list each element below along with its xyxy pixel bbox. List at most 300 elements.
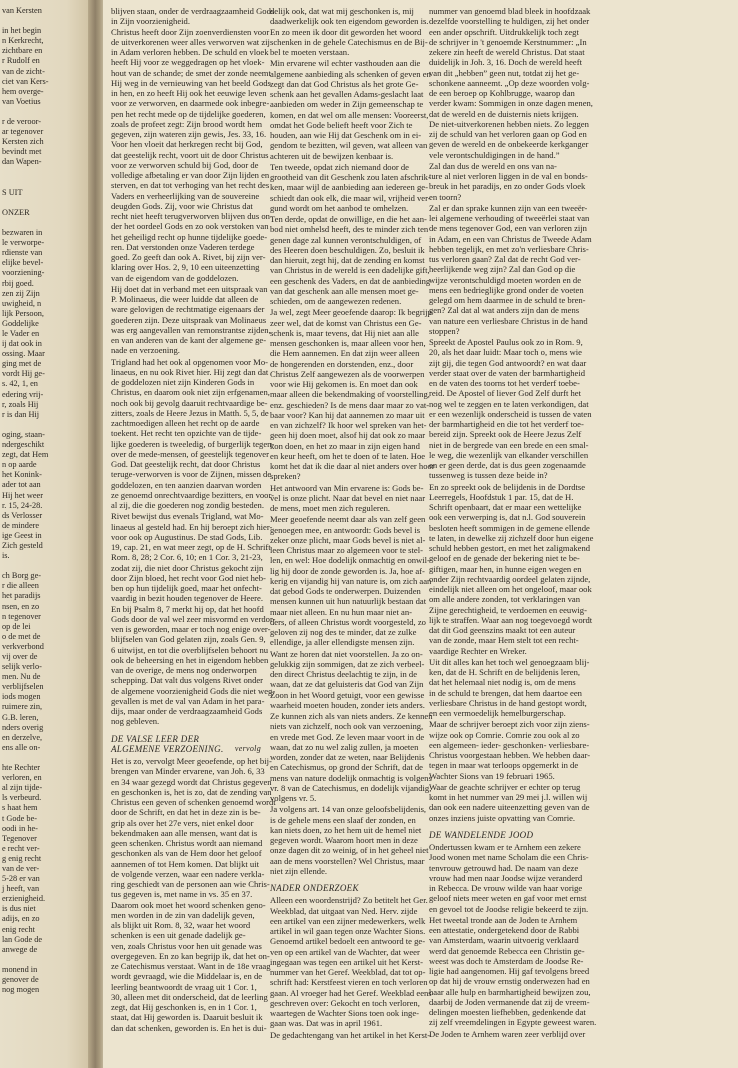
text-line: nog wel te zeggen en te laten verkondigen, dat bbox=[429, 398, 589, 409]
text-line: Schrift openbaart, dat er maar een wettelijke bbox=[429, 502, 582, 512]
text-line: toekent. Het recht ten opzichte van de tijde- bbox=[111, 428, 262, 439]
text-line: ze genoemd onrechtvaardige bezitters, en voor- bbox=[111, 489, 275, 500]
text-line: Jood wonen met name Scholam die een Chris- bbox=[429, 852, 589, 863]
text-line: en 34 waar gezegd wordt dat Christus gegeven bbox=[111, 776, 272, 787]
section-heading bbox=[111, 734, 261, 755]
text-line: ren. Dat verstonden onze Vaderen terdege bbox=[111, 241, 255, 252]
text-line: ken, dat de H. Schrift en de belijdenis leren, bbox=[429, 667, 581, 677]
text-line: daarbij de Joden vermanende dat zij de vreem- bbox=[429, 996, 590, 1007]
text-line: vrouw had men naar Joodse wijze veranderd bbox=[429, 872, 583, 883]
text-line: grootheid van dit Geschenk zou laten afschrik- bbox=[270, 172, 431, 182]
text-line: lig hij door de zonde geworden is. Ja, hoe af- bbox=[270, 565, 425, 576]
text-line: en keur heeft, om het te doen of te laten. Hoe bbox=[270, 450, 426, 461]
margin-text-line: voorziening- bbox=[2, 268, 45, 278]
text-line: achteren uit de bewijzen kenbaar is. bbox=[270, 150, 394, 161]
text-line: mensen kunnen uit hun natuurlijk bestaan dat bbox=[270, 596, 427, 607]
text-line: reid. De Apostel of liever God Zelf durft het bbox=[429, 388, 582, 399]
text-line: komt het dat ik die daar al niet anders over hoor bbox=[270, 461, 435, 471]
text-line: nog gebleven. bbox=[111, 716, 160, 727]
col3-paragraph bbox=[429, 719, 591, 781]
margin-text-line: r die alleen bbox=[2, 581, 39, 591]
text-line: het geheiligd recht op hunne tijdelijke goede- bbox=[111, 231, 268, 242]
text-line: der barmhartigheid en die tot het verderf toe- bbox=[429, 419, 584, 429]
margin-text-line: lan Gode de bbox=[2, 934, 43, 944]
left-page-edge bbox=[0, 0, 95, 1068]
text-line: En zo spreekt ook de belijdenis in de Dordtse bbox=[429, 481, 586, 492]
text-line: Christus Zelf aangewezen als de voorwerpen bbox=[270, 368, 425, 379]
text-line: in Adam verloren hebben. De schuld en vloek bbox=[111, 47, 269, 57]
margin-text-line: is. bbox=[2, 551, 10, 561]
text-line: van de zonde, maar Hem stelt tot een recht- bbox=[429, 635, 579, 646]
text-line: volgens vr. 5. bbox=[270, 793, 317, 803]
text-line: als blijkt uit Rom. 8, 32, waar het woord bbox=[111, 920, 251, 930]
text-line: Want ze horen dat niet voorstellen. Ja zo on- bbox=[270, 648, 423, 659]
margin-text-line: en derzelve, bbox=[2, 732, 43, 742]
text-line: voor wie Hij gekomen is. En moet dan ook bbox=[270, 379, 418, 389]
text-line: om alle andere zonden, tot verklaringen van bbox=[429, 594, 581, 605]
text-line: dat dit God geenszins maakt tot een auteur bbox=[429, 625, 576, 635]
text-line: ven op een artikel van de Wachter, dat weer bbox=[270, 946, 420, 957]
text-line: ze Catechismus verstaat. Want in de 18e vraag bbox=[111, 961, 271, 971]
text-line: Gods door de val wel zeer misvormd en verdor- bbox=[111, 613, 276, 624]
margin-text-line: zen zij Zijn bbox=[2, 288, 40, 298]
text-line: Waar de geachte schrijver er echter op terug bbox=[429, 781, 581, 792]
text-line: Het antwoord van Min ervarene is: Gods be- bbox=[270, 482, 424, 493]
heading-line: NADER ONDERZOEK bbox=[270, 883, 359, 893]
margin-text-line: ige Geest in bbox=[2, 530, 42, 540]
text-line: leen Christus maar zo algemeen voor te stel- bbox=[270, 545, 423, 555]
margin-text-line: edering vrij- bbox=[2, 389, 44, 399]
text-line: bekendmaken aan alle mensen, want dat is bbox=[111, 827, 258, 838]
text-line: ture al niet verloren liggen in de val en bonds- bbox=[429, 171, 588, 181]
text-line: der het oordeel Gods en zo ook verstoken van bbox=[111, 221, 269, 232]
col1-paragraph bbox=[111, 283, 271, 356]
text-line: Min ervarene wil echter vasthouden aan die bbox=[270, 58, 421, 69]
text-line: dat gebod Gods te onderwerpen. Duizenden bbox=[270, 586, 421, 596]
text-line: tus verloren gaan? Zal dat de recht God ver- bbox=[429, 254, 581, 264]
text-line: linaeus, en nu ook Rivet hier. Hij zegt dan dat bbox=[111, 366, 269, 377]
col2-paragraph bbox=[270, 514, 432, 648]
text-line: en de vaten des toorns tot het verderf toebe- bbox=[429, 378, 580, 388]
col2-paragraph bbox=[270, 804, 429, 876]
text-line: overgegeven. En zo kan begrijp ik, dat het on- bbox=[111, 950, 270, 961]
text-line: geen hij doen moet, alsof hij dat ook zo maar bbox=[270, 430, 426, 441]
text-line: schenk is, maar tevens, dat Hij niet aan alle bbox=[270, 327, 419, 338]
heading-line: ALGEMENE VERZOENING. vervolg bbox=[111, 743, 261, 754]
text-line: schiedt dan ook elk, die maar wil, vrijheid ver- bbox=[270, 192, 431, 203]
text-line: gelukkig zijn sommigen, dat ze zich verbeel- bbox=[270, 658, 425, 669]
heading-line: DE WANDELENDE JOOD bbox=[429, 829, 534, 840]
text-line: tenvrouw getrouwd had. De naam van deze bbox=[429, 862, 579, 873]
text-line: ben op hun tijdelijk goed, maar het onfecht- bbox=[111, 583, 262, 593]
text-line: volledige afbetaling er van door Zijn lijden en bbox=[111, 170, 270, 180]
text-line: geen schenken. Christus wordt aan niemand bbox=[111, 838, 263, 848]
text-line: Ondertussen kwam er te Arnhem een zekere bbox=[429, 842, 581, 852]
col2-paragraph bbox=[270, 214, 431, 306]
text-line: ven is geworden, maar er toch nog enige over- bbox=[111, 624, 271, 634]
text-line: voor ze verworven, en daarmede ook inbegre- bbox=[111, 98, 270, 109]
text-line: kerig en vijandig hij van nature is, om zich aan bbox=[270, 575, 432, 586]
margin-text-line: verblijfselen bbox=[2, 682, 44, 692]
text-line: van de eigendom van de goddelozen. bbox=[111, 272, 239, 283]
text-line: kan niets doen, zo het hem uit de hemel niet bbox=[270, 824, 422, 835]
text-line: is de gehele mens een slaaf der zonden, en bbox=[270, 814, 416, 825]
text-line: Alleen een woordenstrijd? Zo betitelt het Ger. bbox=[270, 895, 428, 906]
text-line: geschonken als van de Hem door het geloof bbox=[111, 848, 262, 859]
section-heading bbox=[429, 830, 579, 840]
margin-text-line: van de ver- bbox=[2, 863, 40, 873]
margin-text-line: r is dan Hij bbox=[2, 409, 40, 419]
margin-text-line: ls verbeurd. bbox=[2, 793, 42, 803]
text-line: te laten, in dewelke zij zichzelf door hun eigene bbox=[429, 532, 594, 543]
col1-paragraph bbox=[111, 756, 276, 1033]
text-line: Het is zo, vervolgt Meer geoefende, op het bij- bbox=[111, 756, 272, 766]
text-line: grip als over het 27e vers, niet enkel door bbox=[111, 817, 254, 828]
text-line: Maar de schrijver beroept zich voor zijn ziens- bbox=[429, 719, 590, 730]
text-line: staat, dat Hij geworden is. Daaruit besluit ik bbox=[111, 1012, 263, 1023]
text-line: recht niet heeft terugverworven blijven dus on- bbox=[111, 211, 273, 221]
text-line: schepping. Dat valt dus volgens Rivet onder bbox=[111, 675, 264, 686]
margin-text-line: r, zoals Hij bbox=[2, 399, 39, 409]
text-line: len, en wel: Hoe dodelijk onmachtig en onwil- bbox=[270, 555, 430, 566]
margin-text-line: anwege de bbox=[2, 944, 38, 954]
text-line: werd dat genoemde Rebecca een Christin ge- bbox=[429, 945, 585, 956]
text-line: des Heeren doen beschuldigen. Zo, besluit ik bbox=[270, 244, 425, 255]
text-line: van de overige, de mens nog onderworpen bbox=[111, 665, 257, 675]
margin-text-line: adijs, en zo bbox=[2, 914, 40, 924]
text-line: Rom. 8, 28; 2 Cor. 6, 10; en 1 Cor. 3, 21-23, bbox=[111, 552, 263, 563]
text-line: Zal er dan sprake kunnen zijn van een tweeër- bbox=[429, 202, 588, 213]
margin-text-line: ds Verlosser bbox=[2, 510, 43, 520]
margin-text-line: nog mogen bbox=[2, 985, 40, 995]
text-line: algemene aanbieding als schenken of geven en bbox=[270, 68, 431, 79]
col3-paragraph bbox=[429, 781, 590, 823]
text-line: Christus, en daarom ook niet zijn erfgenamen, bbox=[111, 387, 270, 398]
margin-text-line: t Gode be- bbox=[2, 813, 38, 823]
text-line: een artikel van een zijner medewerkers, welk bbox=[270, 915, 426, 926]
text-line: gendom te bezitten, wil geven, wat alleen van bbox=[270, 140, 428, 151]
col2-paragraph bbox=[270, 6, 429, 57]
text-line: aan de mens voorstellen? Wel Christus, maar bbox=[270, 855, 425, 866]
margin-text-line: het paradijs bbox=[2, 591, 41, 601]
text-line: in Rebecca. De vrouw wilde van haar vorige bbox=[429, 883, 583, 893]
text-line: enz. geschieden? Is de mens daar maar zo vat- bbox=[270, 399, 430, 410]
text-line: duidelijk in Joh. 3, 16. Doch de wereld heeft bbox=[429, 57, 582, 68]
text-line: een attestatie, ondergetekend door de Rabbi bbox=[429, 925, 580, 935]
text-line: Rivet bewijst dus evenals Trigland, wat Mo- bbox=[111, 511, 264, 522]
text-line: in Zijn voorzienigheid. bbox=[111, 16, 190, 27]
margin-text-line: de mindere bbox=[2, 520, 40, 530]
margin-text-line bbox=[2, 955, 82, 965]
margin-text-line: enig recht bbox=[2, 924, 35, 934]
text-line: door de Schrift, en dat het in deze zin is be- bbox=[111, 807, 261, 818]
text-line: schieden, om de aangewezen redenen. bbox=[270, 296, 402, 306]
col1-paragraph bbox=[111, 356, 275, 511]
text-line: schenken in de gehele Catechismus en de Bij- bbox=[270, 36, 428, 47]
text-line: nummer van het Geref. Weekblad, dat tot op- bbox=[270, 967, 426, 977]
text-line: waan, dat zo nu wel zalig zullen, ja moeten bbox=[270, 741, 419, 752]
text-line: Zijne gerechtigheid, te verdoemen en eeuwig- bbox=[429, 604, 587, 615]
text-line: op dat hij de vrouw ernstig onderwezen had en bbox=[429, 976, 590, 987]
text-line: Ja wel, zegt Meer geoefende daarop: Ik begrijp bbox=[270, 307, 432, 318]
text-line: gaan was. Dat was in april 1961. bbox=[270, 1018, 383, 1029]
col3-paragraph bbox=[429, 6, 593, 160]
margin-text-line: bevindt met bbox=[2, 147, 42, 157]
col3-paragraph bbox=[429, 914, 597, 1028]
text-line: weest was doch te Amsterdam de Joodse Re- bbox=[429, 955, 584, 966]
margin-text-line: ar tegenover bbox=[2, 127, 44, 137]
text-line: haar alle hulp en barmhartigheid bewijzen zou, bbox=[429, 986, 591, 997]
text-line: daadwerkelijk ook ten eigendom geworden is. bbox=[270, 16, 429, 27]
text-line: delingen moesten liefhebben, gedenkende dat bbox=[429, 1007, 586, 1017]
text-line: giftigen, maar hen, in hunne eigen wegen en bbox=[429, 563, 582, 574]
text-line: de mens, moet men zich reguleren. bbox=[270, 503, 391, 513]
margin-text-line: n tegenover bbox=[2, 611, 41, 621]
text-line: Hij weg in de vernieuwing van het beeld Gods bbox=[111, 77, 271, 88]
text-line: Ten derde, opdat de onwillige, en die het aan- bbox=[270, 214, 427, 224]
text-line: aannemen of tot Hem komen. Dat blijkt uit bbox=[111, 858, 259, 869]
text-line: klaring over Hos. 2, 9, 10 een uiteenzetting bbox=[111, 262, 260, 273]
heading-note: vervolg bbox=[234, 743, 261, 753]
text-line: pen het recht mede op de tijdelijke goederen, bbox=[111, 108, 266, 119]
text-line: stoppen? bbox=[429, 325, 460, 336]
text-line: goederen zijn. Deze uitspraak van Molinaeus bbox=[111, 314, 267, 325]
text-line: den direct Christus deelachtig te zijn, in de bbox=[270, 669, 418, 679]
margin-text-line: Tegenover bbox=[2, 833, 37, 843]
text-line: God. Dat geestelijk recht, dat door Christus bbox=[111, 459, 261, 469]
text-line: sterven, en dat tot verhoging van het recht des bbox=[111, 180, 270, 191]
text-line: houden, aan wie Hij dat Geschenk om in ei- bbox=[270, 130, 422, 140]
margin-text-line: S UIT bbox=[2, 187, 23, 197]
text-line: van nature een verliesbare Christus in de hand bbox=[429, 315, 588, 326]
text-line: de volgende verzen, waar een nadere verkla- bbox=[111, 868, 265, 879]
text-line: de goddelozen niet zijn Kinderen Gods in bbox=[111, 377, 255, 387]
margin-text-line: in het begin bbox=[2, 26, 42, 36]
text-line: goed. Zo geeft dan ook A. Rivet, bij zijn ver- bbox=[111, 252, 266, 262]
text-line: worden, zonder dat ze weten, naar Belijdenis bbox=[270, 752, 425, 762]
margin-text-line: dan Wapen- bbox=[2, 157, 42, 167]
margin-text-line: van de zicht- bbox=[2, 66, 45, 76]
text-line: heerlijkende weg zijn? Zal dan God op die bbox=[429, 264, 576, 275]
margin-text-line: n Kerkrecht, bbox=[2, 36, 44, 46]
text-line: van dit „hebben” geen nut, totdat zij het ge- bbox=[429, 67, 580, 78]
text-line: heeft Hij voor ze weggedragen op het vloek- bbox=[111, 57, 265, 68]
text-line: een geschenk des Vaders, en dat de aanbieding bbox=[270, 275, 431, 286]
margin-text-line: ONZER bbox=[2, 207, 30, 217]
col3-paragraph bbox=[429, 1028, 586, 1039]
text-line: bereid zijn. Spreekt ook de Heere Jezus Zelf bbox=[429, 429, 582, 440]
col2-paragraph bbox=[270, 1029, 431, 1040]
margin-text-line bbox=[2, 16, 82, 26]
col2-paragraph bbox=[270, 648, 425, 711]
text-line: artikel in wil gaan tegen onze Wachter Sions. bbox=[270, 926, 426, 936]
text-line: komen, en dat wel om alle mensen: Vooreerst, bbox=[270, 109, 429, 120]
text-line: omdat het Gode belieft heeft voor Zich te bbox=[270, 119, 413, 130]
text-line: Trigland had het ook al opgenomen voor Mo- bbox=[111, 356, 268, 367]
margin-text-line: r. 15, 24-28. bbox=[2, 500, 43, 510]
margin-text-line: elijke bevel- bbox=[2, 258, 44, 268]
text-line: ring geschiedt van de personen aan wie Chris- bbox=[111, 879, 270, 889]
text-line: geloof en de genade der bekering niet te be- bbox=[429, 553, 580, 564]
text-line: ingegaan was tegen een artikel uit het Kerst- bbox=[270, 956, 423, 967]
text-line: gegeven, zijn wateren zijn gewis, Jes. 33, 16. bbox=[111, 129, 267, 139]
margin-text-line: j heeft, van bbox=[2, 884, 40, 894]
text-line: ders, of alleen Christus wordt voorgesteld, zo bbox=[270, 616, 426, 627]
text-line: vel is onze plicht. Naar dat bevel en niet naar bbox=[270, 492, 426, 503]
text-line: geven de wereld en de onbekeerde kerkganger bbox=[429, 139, 589, 150]
text-line: Spreekt de Apostel Paulus ook zo in Rom. 9, bbox=[429, 337, 583, 347]
text-line: mens een bedrieglijke grond onder de voeten bbox=[429, 284, 584, 295]
text-line: zitters, zoals de Heere Jezus in Matth. 5, 5, de bbox=[111, 407, 269, 418]
text-line: deugden Gods. Zij, voor wie Christus dat bbox=[111, 200, 253, 211]
text-line: ellendige, ja aller ellendigste mensen zijn. bbox=[270, 637, 415, 648]
text-line: schrift had: Kerstfeest vieren en toch verloren bbox=[270, 977, 428, 988]
text-line: dezelfde voorstelling te huldigen, zij het onder bbox=[429, 16, 590, 27]
text-line: ook een verwerping is, dat n.l. God souverein bbox=[429, 512, 586, 523]
text-line: ware gelovigen de rechtmatige eigenaars der bbox=[111, 304, 265, 315]
text-line: dat het helemaal niet nodig is, om de mens bbox=[429, 677, 576, 688]
text-line: De gedachtengang van het artikel in het Kerst- bbox=[270, 1029, 431, 1040]
text-line: maar alleen die bekendmaking of voorstelling, bbox=[270, 389, 430, 400]
col1-paragraph bbox=[111, 6, 275, 283]
section-heading bbox=[270, 883, 420, 893]
text-line: zoals de profeet zegt: Zijn brood wordt hem bbox=[111, 118, 263, 129]
margin-text-line bbox=[2, 420, 82, 430]
text-line: noch ook bij gevolg daaruit rechtvaardige be- bbox=[111, 397, 268, 408]
text-line: voor ze verworven schuld bij God, door de bbox=[111, 159, 259, 170]
column-3 bbox=[429, 6, 597, 1061]
left-margin-column bbox=[2, 6, 82, 1061]
col3-paragraph bbox=[429, 656, 590, 719]
margin-text-line: erzienigheid. bbox=[2, 894, 46, 904]
text-line: genoegen mee, en antwoordt: Gods bevel is bbox=[270, 524, 421, 535]
margin-text-line: al zijn tijde- bbox=[2, 783, 43, 793]
text-line: eindelijk niet alleen om het ongeloof, maar ook bbox=[429, 584, 592, 594]
text-line: tegen in maar wat terloops opgemerkt in de bbox=[429, 760, 579, 771]
text-line: en geschonken is, het is zo, dat de zending van bbox=[111, 786, 272, 797]
text-line: waan, dat ze dat geluisteris dat God van Zijn bbox=[270, 679, 424, 690]
margin-text-line: zichtbare en bbox=[2, 46, 43, 56]
text-line: wijze ook op Comrie. Comrie zou ook al zo bbox=[429, 729, 580, 740]
text-line: schonkene aanneemt. „Op deze woorden volg- bbox=[429, 77, 590, 88]
text-line: in Adam, en een van Christus de Tweede Adam bbox=[429, 233, 592, 244]
text-line: en Catechismus, op grond der Schrift, dat de bbox=[270, 762, 423, 773]
margin-text-line: monend in bbox=[2, 964, 38, 974]
text-line: zeer wel, dat de komst van Christus een Ge- bbox=[270, 317, 422, 328]
text-line: brengen van Minder ervarene, van Joh. 6, 33 bbox=[111, 766, 265, 777]
margin-text-line: op de lei bbox=[2, 621, 31, 631]
margin-text-line: bezwaren in bbox=[2, 228, 43, 238]
text-line: onder Zijn rechtvaardig oordeel gelaten zijnde, bbox=[429, 573, 591, 584]
text-line: gund wordt om het aanbod te omhelzen. bbox=[270, 202, 409, 213]
text-line: en van zichzelf? Ik hoor wel spreken van het- bbox=[270, 420, 427, 430]
margin-text-line: ch Borg ge- bbox=[2, 571, 42, 581]
text-line: lei algemene verhouding of tweeërlei staat van bbox=[429, 213, 590, 223]
text-line: een algemeen- ieder- geschonken- verliesbare- bbox=[429, 739, 590, 750]
text-line: onzes inziens juiste opvatting van Comrie. bbox=[429, 812, 576, 823]
text-line: bel te moeten verstaan. bbox=[270, 47, 350, 57]
text-line: De niet-uitverkorenen hebben niets. Zo leggen bbox=[429, 118, 589, 129]
text-line: waarheid moeten houden, zonder iets anders. bbox=[270, 699, 425, 710]
text-line: verder kwam: Sommigen in onze dagen menen, bbox=[429, 98, 593, 109]
text-line: van dat geschenk aan alle mensen moet ge- bbox=[270, 285, 419, 296]
col3-paragraph bbox=[429, 202, 592, 336]
text-line: niet zijn ellende. bbox=[270, 865, 328, 876]
margin-text-line: le verworpe- bbox=[2, 238, 45, 248]
margin-text-line: ruimere zin, bbox=[2, 702, 43, 712]
text-line: Zal dan dus de wereld en ons van na- bbox=[429, 160, 557, 171]
margin-text-line: Zich gesteld bbox=[2, 540, 43, 550]
col3-paragraph bbox=[429, 337, 592, 481]
col2-paragraph bbox=[270, 307, 435, 482]
text-line: onze dagen dit zo weinig, of in het geheel niet bbox=[270, 845, 429, 856]
margin-text-line: rdienste van bbox=[2, 248, 43, 258]
text-line: en er geen derde, dat is dus geen zogenaamde bbox=[429, 460, 586, 470]
text-line: en gevoel tot de Joodse religie bekeerd te zijn. bbox=[429, 903, 589, 914]
text-line: blijfselen van God gelaten zijn, zoals Gen. 9, bbox=[111, 634, 266, 645]
text-line: wijze verontschuldigd moeten worden en de bbox=[429, 274, 582, 285]
text-line: in hen, en zo heeft Hij ook het eeuwige leven bbox=[111, 88, 267, 98]
col3-paragraph bbox=[429, 481, 594, 656]
margin-text-line: hte Rechter bbox=[2, 763, 41, 773]
margin-text-line: ndergeschikt bbox=[2, 440, 45, 450]
text-line: in de schuld te brengen, dat hem daartoe een bbox=[429, 687, 582, 698]
margin-text-line: n op aarde bbox=[2, 460, 37, 470]
margin-text-line bbox=[2, 168, 82, 178]
margin-text-line bbox=[2, 198, 82, 208]
text-line: tussenweg is tussen deze beide in? bbox=[429, 470, 548, 481]
text-line: Wachter Sions van 19 februari 1965. bbox=[429, 770, 555, 781]
text-line: gevallen is met de val van Adam in het para- bbox=[111, 695, 265, 706]
text-line: de een beroep op Kohlbrugge, waarop dan bbox=[429, 88, 575, 98]
margin-text-line: s. 42, 1, en bbox=[2, 379, 38, 389]
col3-paragraph bbox=[429, 160, 588, 202]
column-2 bbox=[270, 6, 435, 1061]
text-line: Uit dit alles kan het toch wel genoegzaam blij- bbox=[429, 656, 590, 667]
margin-text-line: hem overge- bbox=[2, 86, 44, 96]
text-line: 20, als het daar luidt: Maar toch o, mens wie bbox=[429, 347, 582, 358]
text-line: zij zelf vreemdelingen in Egypte geweest waren. bbox=[429, 1017, 597, 1028]
text-line: schenk aan het gevallen Adams-geslacht laat bbox=[270, 89, 424, 99]
text-line: al zij, die die goederen nog zondig besteden. bbox=[111, 500, 264, 510]
text-line: Daarom ook moet het woord schenken geno- bbox=[111, 899, 266, 910]
text-line: teruge-verworven is voor de Zijnen, missen de bbox=[111, 469, 272, 480]
text-line: zij de schuld van het verloren gaan op God en bbox=[429, 129, 587, 139]
text-line: En bij Psalm 8, 7 merkt hij op, dat het hoofd bbox=[111, 603, 264, 614]
margin-text-line: nsen, en zo bbox=[2, 601, 40, 611]
text-line: genen dage zal kunnen verontschuldigen, of bbox=[270, 234, 422, 245]
margin-text-line bbox=[2, 107, 82, 117]
margin-text-line: het Konink- bbox=[2, 470, 42, 480]
text-line: goddelozen, en ten aanzien daarvan worden bbox=[111, 479, 262, 490]
text-line: voor ook op Augustinus. De stad Gods, Lib. bbox=[111, 531, 263, 542]
text-line: vr. 8 van de Catechismus, en dodelijk vijandig, bbox=[270, 782, 432, 793]
text-line: Leerregels, Hoofdstuk 1 par. 15, dat de H. bbox=[429, 491, 574, 502]
text-line: Christus heeft door Zijn zoenverdiensten voor bbox=[111, 26, 270, 37]
margin-text-line: zegt, dat Hem bbox=[2, 450, 49, 460]
text-line: van Amsterdam, waarin uitvoerig verklaard bbox=[429, 935, 579, 946]
margin-text-line: van Kersten bbox=[2, 6, 42, 15]
margin-text-line: men. Nu de bbox=[2, 672, 41, 682]
text-line: delijk ook, dat wat mij geschonken is, mij bbox=[270, 6, 414, 16]
text-line: ven, zoals Christus voor hen uit genade was bbox=[111, 940, 262, 951]
text-line: lijke goederen is tweeledig, of burgerlijk tegen- bbox=[111, 438, 275, 449]
margin-text-line: van Voetius bbox=[2, 96, 41, 106]
text-line: gegeven wordt. Waarom hoort men in deze bbox=[270, 835, 418, 845]
text-line: Het tweetal tronde aan de Joden te Arnhem bbox=[429, 914, 578, 925]
margin-text-line: verkverbond bbox=[2, 641, 44, 651]
text-line: geloven zij nog des te minder, dat ze zulke bbox=[270, 627, 417, 637]
